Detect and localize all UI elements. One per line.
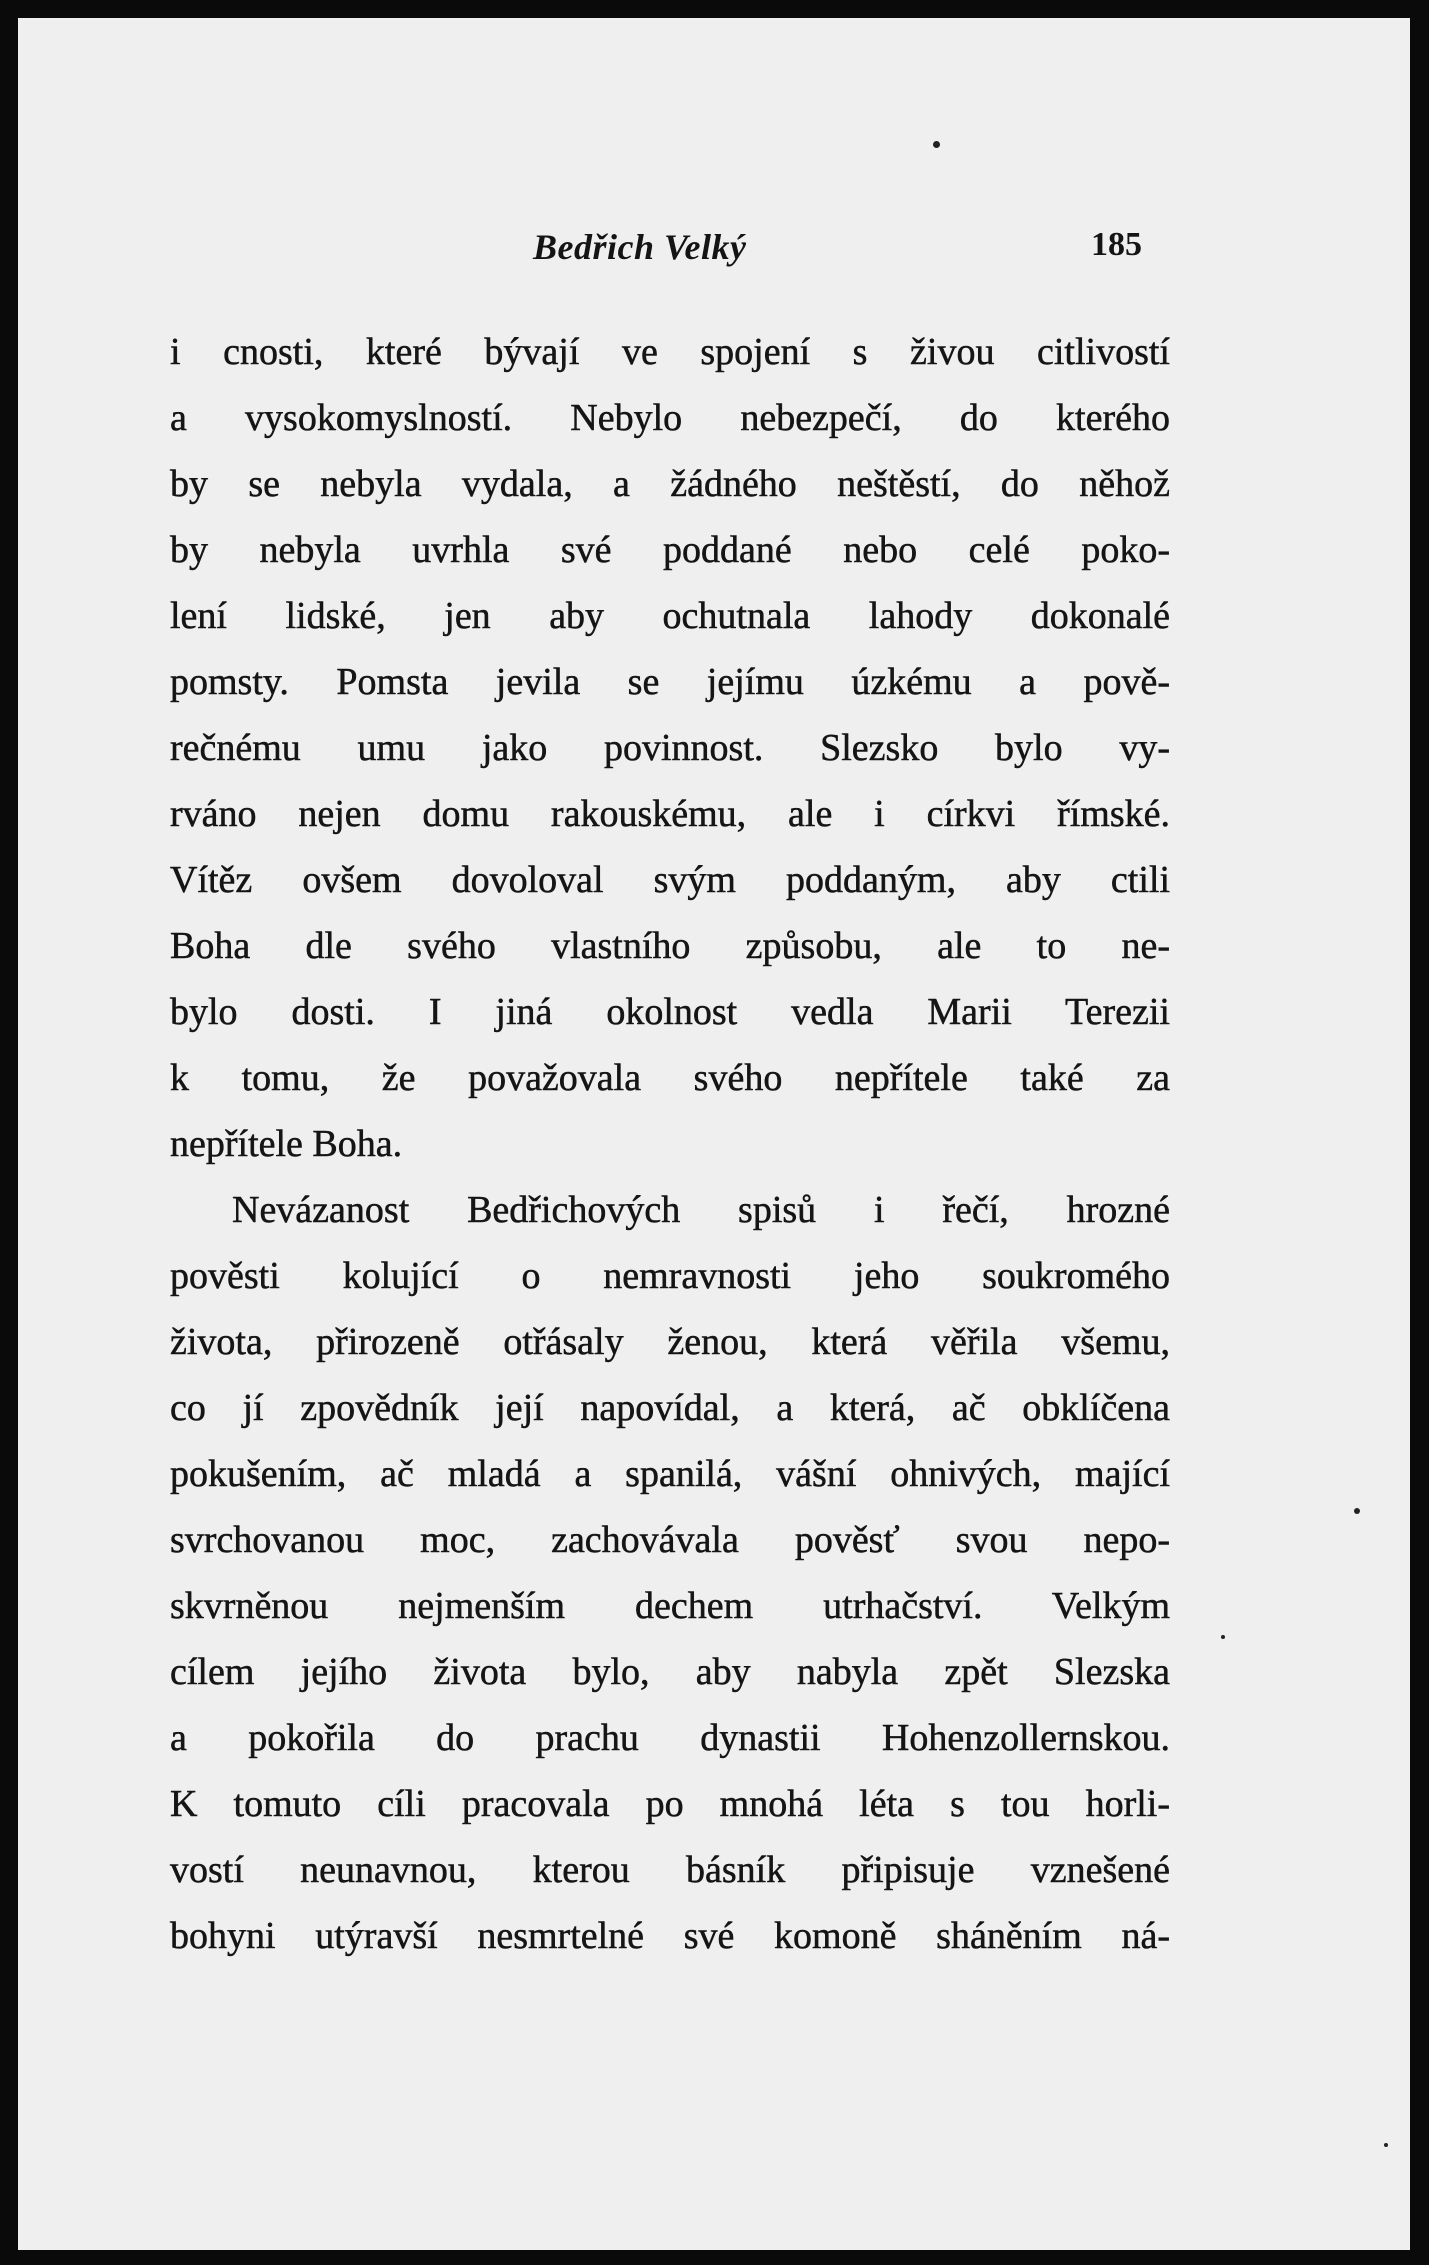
text-line: pokušením, ač mladá a spanilá, vášní ohnivých, mající [170, 1453, 1170, 1495]
text-line: i cnosti, které bývají ve spojení s živou citlivostí [170, 331, 1170, 373]
text-line: života, přirozeně otřásaly ženou, která věřila všemu, [170, 1321, 1170, 1363]
text-line: lení lidské, jen aby ochutnala lahody dokonalé [170, 595, 1170, 637]
page-header [18, 226, 1410, 286]
print-speck [1221, 1635, 1225, 1639]
paragraph [170, 325, 1170, 1183]
text-line: nepřítele Boha. [170, 1123, 403, 1165]
text-line: by se nebyla vydala, a žádného neštěstí, do něhož [170, 463, 1170, 505]
text-line: rečnému umu jako povinnost. Slezsko bylo vy- [170, 727, 1170, 769]
text-line: by nebyla uvrhla své poddané nebo celé poko- [170, 529, 1170, 571]
text-line: bohyni utýravší nesmrtelné své komoně sháněním ná- [170, 1915, 1170, 1957]
text-line: svrchovanou moc, zachovávala pověsť svou nepo- [170, 1519, 1170, 1561]
text-line: co jí zpovědník její napovídal, a která, ač obklíčena [170, 1387, 1170, 1429]
text-line: Boha dle svého vlastního způsobu, ale to ne- [170, 925, 1170, 967]
text-line: k tomu, že považovala svého nepřítele také za [170, 1057, 1170, 1099]
text-line: skvrněnou nejmenším dechem utrhačství. Velkým [170, 1585, 1170, 1627]
print-speck [933, 141, 940, 148]
text-line: pomsty. Pomsta jevila se jejímu úzkému a pově- [170, 661, 1170, 703]
text-line: a vysokomyslností. Nebylo nebezpečí, do kterého [170, 397, 1170, 439]
paragraph [170, 1183, 1170, 1975]
text-line: K tomuto cíli pracovala po mnohá léta s tou horli- [170, 1783, 1170, 1825]
text-line: a pokořila do prachu dynastii Hohenzollernskou. [170, 1717, 1170, 1759]
body-text [170, 325, 1170, 1975]
text-line: bylo dosti. I jiná okolnost vedla Marii Terezii [170, 991, 1170, 1033]
page-number: 185 [1091, 226, 1142, 263]
text-line: Vítěz ovšem dovoloval svým poddaným, aby ctili [170, 859, 1170, 901]
text-line: cílem jejího života bylo, aby nabyla zpět Slezska [170, 1651, 1170, 1693]
text-line: pověsti kolující o nemravnosti jeho soukromého [170, 1255, 1170, 1297]
text-line: rváno nejen domu rakouskému, ale i církvi římské. [170, 793, 1170, 835]
text-line: vostí neunavnou, kterou básník připisuje vznešené [170, 1849, 1170, 1891]
print-speck [1384, 2143, 1388, 2147]
book-page [18, 18, 1410, 2250]
print-speck [1354, 1508, 1360, 1514]
text-line: Nevázanost Bedřichových spisů i řečí, hrozné [232, 1189, 1170, 1231]
running-title: Bedřich Velký [533, 227, 747, 267]
